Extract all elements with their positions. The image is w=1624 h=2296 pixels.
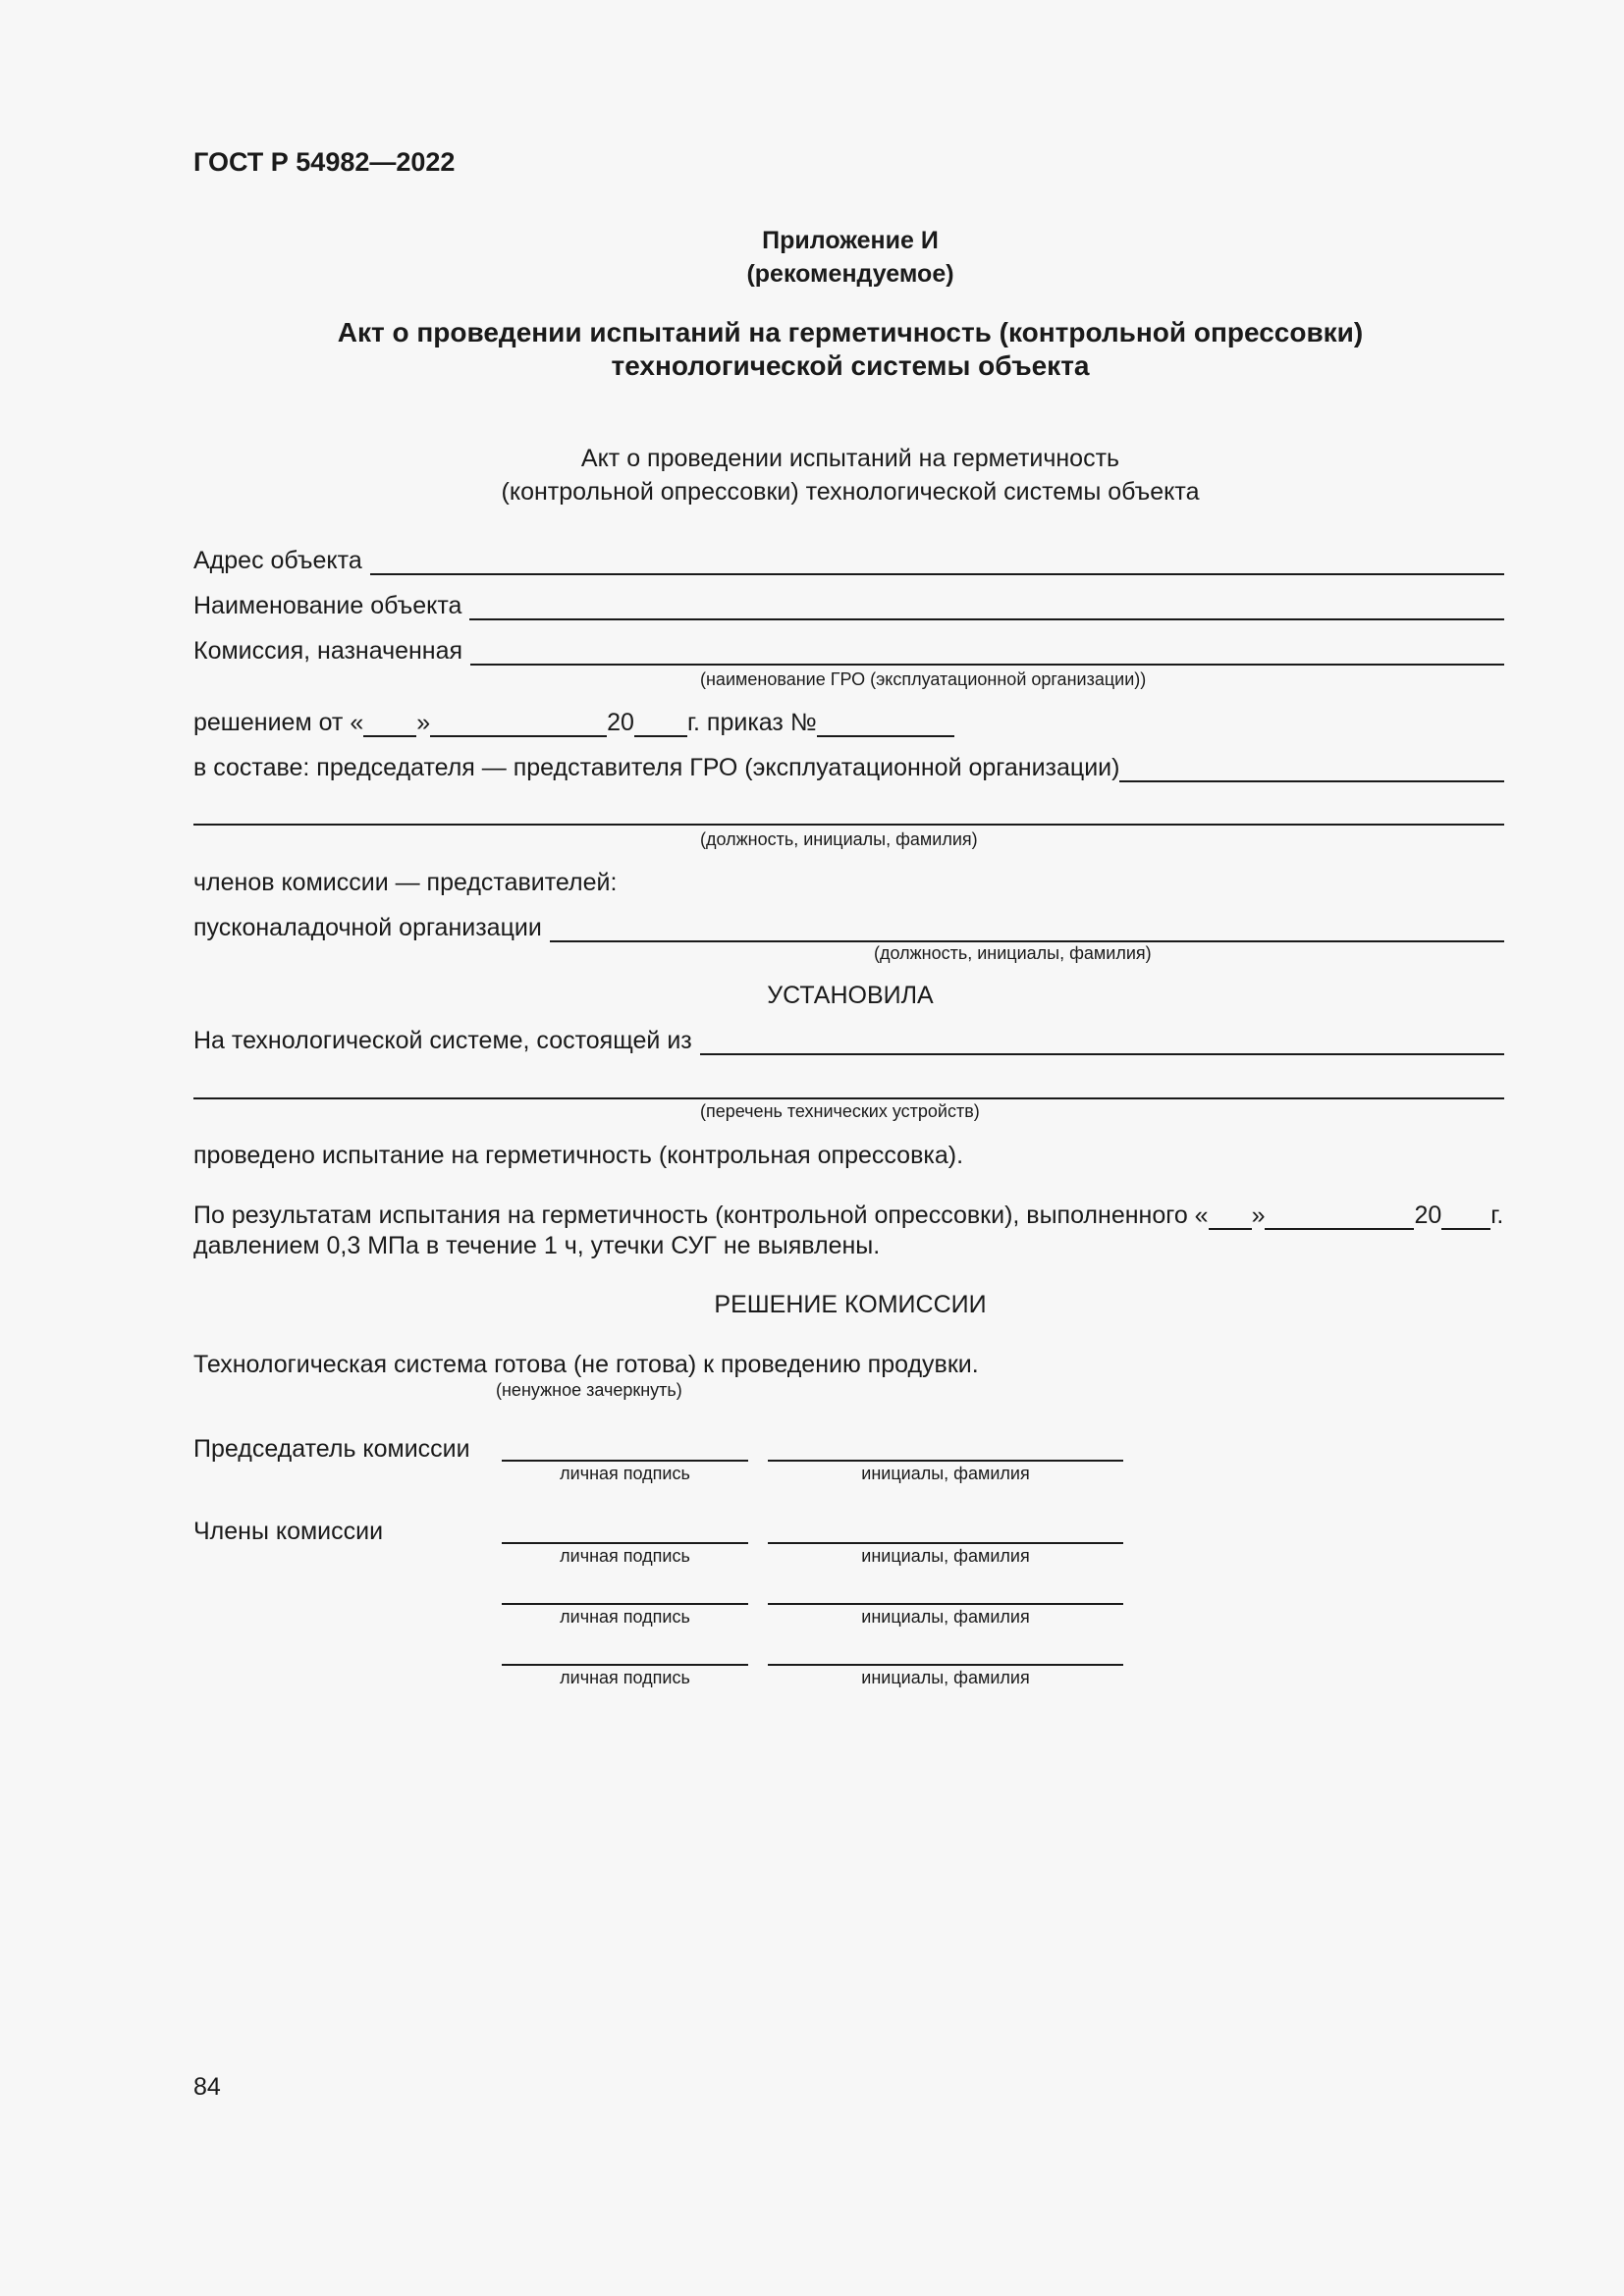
act-heading-line-1: Акт о проведении испытаний на герметичность (контрольной опрессовки) bbox=[337, 317, 1364, 347]
form-title-line-2: (контрольной опрессовки) технологической системы объекта bbox=[501, 478, 1200, 506]
object-name-row bbox=[193, 591, 1504, 620]
chairman-signature-caption: личная подпись bbox=[560, 1464, 690, 1483]
composition-hint: (должность, инициалы, фамилия) bbox=[700, 829, 978, 849]
standard-number: ГОСТ Р 54982—2022 bbox=[193, 147, 456, 177]
member-3-name-caption: инициалы, фамилия bbox=[861, 1668, 1030, 1687]
annex-title bbox=[193, 224, 1507, 291]
commission-field[interactable] bbox=[470, 640, 1504, 666]
chairman-field-continued[interactable] bbox=[193, 800, 1504, 826]
member-3-name-line[interactable] bbox=[768, 1664, 1123, 1666]
member-1-name-caption: инициалы, фамилия bbox=[861, 1546, 1030, 1566]
decision-close-quote: » bbox=[416, 709, 431, 736]
system-field-continued[interactable] bbox=[193, 1074, 1504, 1099]
commissioning-hint: (должность, инициалы, фамилия) bbox=[874, 943, 1152, 963]
result-close-quote: » bbox=[1251, 1201, 1266, 1229]
composition-row bbox=[193, 753, 1504, 782]
act-heading-line-2: технологической системы объекта bbox=[611, 350, 1090, 381]
member-1-signature-caption: личная подпись bbox=[560, 1546, 690, 1566]
decision-order-field[interactable] bbox=[817, 712, 954, 737]
decision-prefix: решением от « bbox=[193, 709, 364, 736]
result-year-field[interactable] bbox=[1441, 1204, 1490, 1230]
member-2-signature-line[interactable] bbox=[502, 1603, 748, 1605]
chairman-name-caption: инициалы, фамилия bbox=[861, 1464, 1030, 1483]
members-signature-label: Члены комиссии bbox=[193, 1518, 384, 1545]
decision-heading: РЕШЕНИЕ КОМИССИИ bbox=[714, 1291, 987, 1318]
test-done-text: проведено испытание на герметичность (контрольная опрессовка). bbox=[193, 1142, 964, 1169]
result-year-prefix: 20 bbox=[1414, 1201, 1442, 1229]
decision-text: Технологическая система готова (не готова) к проведению продувки. bbox=[193, 1351, 979, 1378]
members-row bbox=[193, 868, 1504, 897]
composition-label: в составе: председателя — представителя ГРО (эксплуатационной организации) bbox=[193, 754, 1120, 781]
page-number: 84 bbox=[193, 2073, 221, 2101]
commissioning-label: пусконаладочной организации bbox=[193, 914, 542, 941]
result-year-suffix: г. bbox=[1490, 1201, 1504, 1229]
system-hint: (перечень технических устройств) bbox=[700, 1101, 980, 1121]
annex-label: Приложение И bbox=[762, 227, 939, 254]
member-1-name-line[interactable] bbox=[768, 1542, 1123, 1544]
member-2-signature-caption: личная подпись bbox=[560, 1607, 690, 1627]
member-3-signature-caption: личная подпись bbox=[560, 1668, 690, 1687]
annex-status: (рекомендуемое) bbox=[746, 260, 954, 288]
object-name-field[interactable] bbox=[469, 595, 1504, 620]
result-prefix: По результатам испытания на герметичность (контрольной опрессовки), выполненного « bbox=[193, 1201, 1209, 1229]
decision-row bbox=[193, 708, 954, 737]
decision-year-field[interactable] bbox=[634, 712, 687, 737]
decision-day-field[interactable] bbox=[363, 712, 416, 737]
decision-order-label: г. приказ № bbox=[686, 709, 817, 736]
commissioning-field[interactable] bbox=[550, 917, 1504, 942]
members-label: членов комиссии — представителей: bbox=[193, 869, 618, 896]
address-label: Адрес объекта bbox=[193, 547, 362, 574]
chairman-label: Председатель комиссии bbox=[193, 1435, 470, 1463]
system-field[interactable] bbox=[700, 1030, 1504, 1055]
result-month-field[interactable] bbox=[1265, 1204, 1414, 1230]
result-line-2: давлением 0,3 МПа в течение 1 ч, утечки СУГ не выявлены. bbox=[193, 1232, 881, 1259]
member-2-name-caption: инициалы, фамилия bbox=[861, 1607, 1030, 1627]
decision-month-field[interactable] bbox=[430, 712, 607, 737]
form-title-line-1: Акт о проведении испытаний на герметичность bbox=[580, 445, 1120, 472]
chairman-name-line[interactable] bbox=[768, 1460, 1123, 1462]
address-field[interactable] bbox=[370, 550, 1504, 575]
commission-label: Комиссия, назначенная bbox=[193, 637, 463, 665]
form-title bbox=[193, 442, 1507, 508]
commission-hint: (наименование ГРО (эксплуатационной организации)) bbox=[700, 669, 1147, 689]
result-row bbox=[193, 1201, 1503, 1230]
chairman-signature-line[interactable] bbox=[502, 1460, 748, 1462]
system-row bbox=[193, 1026, 1504, 1055]
object-name-label: Наименование объекта bbox=[193, 592, 462, 619]
decision-year-prefix: 20 bbox=[607, 709, 634, 736]
act-heading bbox=[193, 316, 1507, 383]
commission-row bbox=[193, 636, 1504, 666]
member-3-signature-line[interactable] bbox=[502, 1664, 748, 1666]
system-label: На технологической системе, состоящей из bbox=[193, 1027, 692, 1054]
established-heading: УСТАНОВИЛА bbox=[767, 982, 934, 1009]
commissioning-row bbox=[193, 913, 1504, 942]
system-continue-row bbox=[193, 1074, 1504, 1099]
decision-hint: (ненужное зачеркнуть) bbox=[496, 1380, 682, 1400]
chairman-field[interactable] bbox=[1119, 757, 1504, 782]
member-1-signature-line[interactable] bbox=[502, 1542, 748, 1544]
result-day-field[interactable] bbox=[1209, 1204, 1252, 1230]
member-2-name-line[interactable] bbox=[768, 1603, 1123, 1605]
composition-continue-row bbox=[193, 800, 1504, 826]
address-row bbox=[193, 546, 1504, 575]
